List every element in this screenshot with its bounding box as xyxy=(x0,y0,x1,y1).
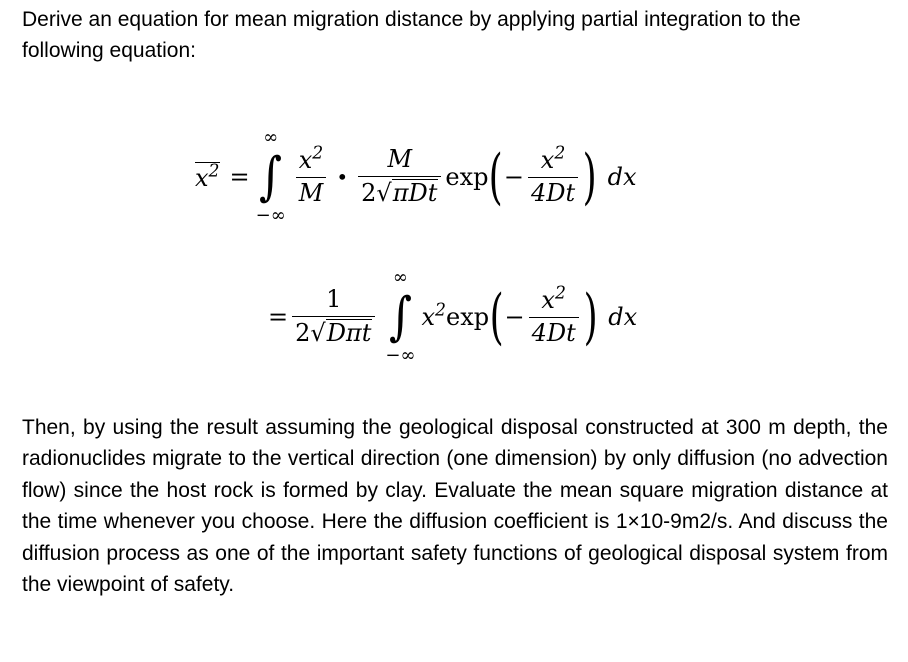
integral-upper-limit: ∞ xyxy=(263,127,279,148)
exp-function: exp xyxy=(445,303,490,331)
integral-upper-limit: ∞ xyxy=(392,267,408,288)
integral-lower-limit: −∞ xyxy=(385,345,416,366)
dot-operator: • xyxy=(336,165,349,189)
equals-sign: = xyxy=(268,303,289,331)
differential-dx: dx xyxy=(608,303,638,331)
differential-dx: dx xyxy=(607,163,637,191)
mean-square-lhs: $x^2$ xyxy=(195,161,220,192)
fraction-M-over-2sqrt: M 2 √ πDt xyxy=(358,146,441,207)
integral-lower-limit: −∞ xyxy=(255,205,286,226)
intro-paragraph: Derive an equation for mean migration distance by applying partial integration to the following equation: xyxy=(22,8,801,62)
fraction-x2-over-4Dt: $\frac{x^2}{4Dt}$ xyxy=(528,147,578,207)
equation-line-1: $x^2$ = ∞ ∫ −∞ $\frac{x^2}{M}$ • M 2 √ πDt exp ( − $\frac{x^2}{4Dt}$ ) dx xyxy=(195,127,637,226)
fraction-1-over-2sqrt: 1 2 √ Dπt xyxy=(292,286,375,347)
integral-sign: ∫ xyxy=(259,147,283,207)
exp-function: exp xyxy=(445,163,489,191)
question-paragraph: Then, by using the result assuming the geological disposal constructed at 300 m depth, the radionuclides migrate to the vertical direction (one dimension) by only diffusion (no advection flow) since the host rock is formed by clay. Evaluate the mean square migration distance at the time whenever you choose. Here the diffusion coefficient is 1×10-9m2/s. And discuss the diffusion process as one of the important safety functions of geological disposal system from the viewpoint of safety. xyxy=(22,416,888,597)
equals-sign: = xyxy=(229,163,250,191)
integral xyxy=(385,268,415,366)
integral-sign: ∫ xyxy=(388,287,412,347)
x-squared: $x^2$ xyxy=(421,300,446,331)
equation-line-2: = 1 2 √ Dπt ∞ ∫ −∞ $x^2$ exp ( − $\frac{x^2}{4Dt}$ ) dx xyxy=(268,267,638,366)
integral xyxy=(256,128,286,226)
fraction-x2-over-M: $\frac{x^2}{M}$ xyxy=(296,147,327,207)
fraction-x2-over-4Dt: $\frac{x^2}{4Dt}$ xyxy=(529,287,579,347)
